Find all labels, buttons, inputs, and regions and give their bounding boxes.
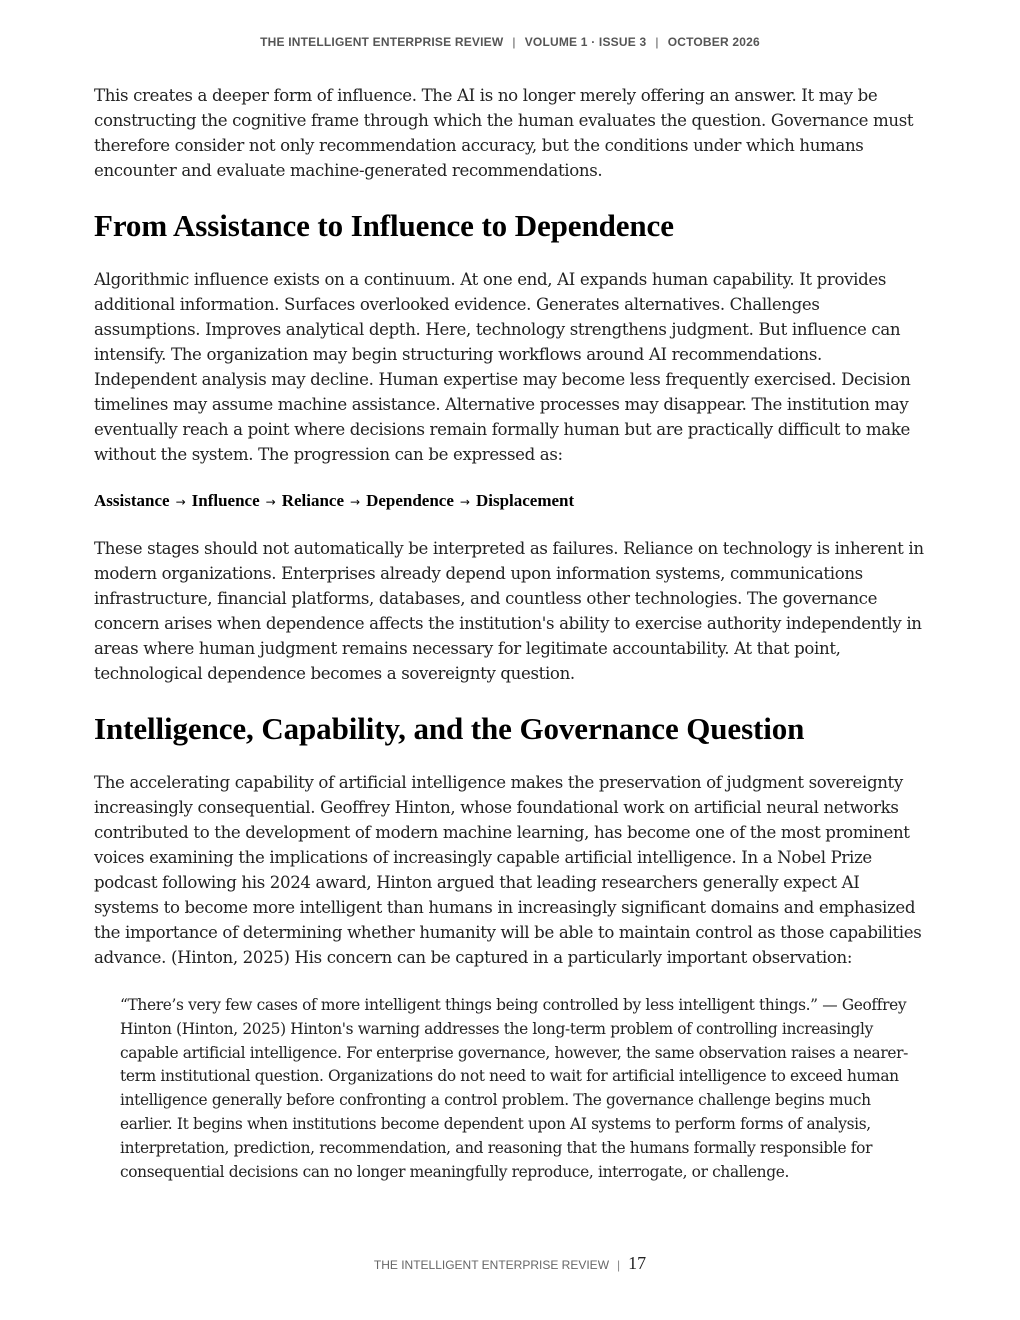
running-footer bbox=[0, 1253, 1020, 1274]
section-heading-dependence: From Assistance to Influence to Dependence bbox=[94, 208, 674, 243]
footer-separator: | bbox=[617, 1258, 621, 1272]
paragraph-continuum: Algorithmic influence exists on a continuum. At one end, AI expands human capability. It provides additional information. Surfaces overlooked evidence. Generates alternatives. Challenges assumptions. Improves analytical depth. Here, technology strengthens judgment. But influence can intensify. The organization may begin structuring workflows around AI recommendations. Independent analysis may decline. Human expertise may become less frequently exercised. Decision timelines may assume machine assistance. Alternative processes may disappear. The institution may eventually reach a point where decisions remain formally human but are practically difficult to make without the system. The progression can be expressed as: bbox=[94, 270, 911, 464]
paragraph-hinton: The accelerating capability of artificial intelligence makes the preservation of judgment sovereignty increasingly consequential. Geoffrey Hinton, whose foundational work on artificial neural networks contributed to the development of modern machine learning, has become one of the most prominent voices examining the implications of increasingly capable artificial intelligence. In a Nobel Prize podcast following his 2024 award, Hinton argued that leading researchers generally expect AI systems to become more intelligent than humans in increasingly significant domains and emphasized the importance of determining whether humanity will be able to maintain control as those capabilities advance. (Hinton, 2025) His concern can be captured in a particularly important observation: bbox=[94, 773, 922, 967]
page-number: 17 bbox=[628, 1253, 647, 1273]
progression-line bbox=[94, 489, 928, 514]
section-heading-governance-question: Intelligence, Capability, and the Governance Question bbox=[94, 711, 805, 746]
paragraph-stages: These stages should not automatically be interpreted as failures. Reliance on technology is inherent in modern organizations. Enterprises already depend upon information systems, communications infrastructure, financial platforms, databases, and countless other technologies. The governance concern arises when dependence affects the institution's ability to exercise authority independently in areas where human judgment remains necessary for legitimate accountability. At that point, technological dependence becomes a sovereignty question. bbox=[94, 539, 924, 683]
arrow-icon: → bbox=[265, 495, 276, 509]
arrow-icon: → bbox=[175, 495, 186, 509]
paragraph-influence-frame: This creates a deeper form of influence. The AI is no longer merely offering an answer. It may be constructing the cognitive frame through which the human evaluates the question. Governance must therefore consider not only recommendation accuracy, but the conditions under which humans encounter and evaluate machine-generated recommendations. bbox=[94, 86, 914, 180]
hinton-quote-block: “There’s very few cases of more intelligent things being controlled by less intelligent things.” — Geoffrey Hinton (Hinton, 2025) Hinton's warning addresses the long-term problem of controlling increasingly capable artificial intelligence. For enterprise governance, however, the same observation raises a nearer-term institutional question. Organizations do not need to wait for artificial intelligence to exceed human intelligence generally before confronting a control problem. The governance challenge begins much earlier. It begins when institutions become dependent upon AI systems to perform forms of analysis, interpretation, prediction, recommendation, and reasoning that the humans formally responsible for consequential decisions can no longer meaningfully reproduce, interrogate, or challenge. bbox=[120, 996, 908, 1181]
arrow-icon: → bbox=[459, 495, 470, 509]
stage-influence: Influence bbox=[191, 491, 260, 510]
stage-dependence: Dependence bbox=[366, 491, 454, 510]
running-header bbox=[0, 35, 1020, 49]
header-volume-issue: VOLUME 1 · ISSUE 3 bbox=[524, 35, 647, 49]
footer-journal-title: THE INTELLIGENT ENTERPRISE REVIEW bbox=[373, 1258, 610, 1272]
article-body bbox=[94, 83, 928, 1184]
stage-assistance: Assistance bbox=[94, 491, 170, 510]
header-separator: | bbox=[655, 35, 659, 49]
stage-reliance: Reliance bbox=[281, 491, 345, 510]
stage-displacement: Displacement bbox=[475, 491, 575, 510]
header-separator: | bbox=[512, 35, 516, 49]
header-date: OCTOBER 2026 bbox=[667, 35, 760, 49]
header-journal-title: THE INTELLIGENT ENTERPRISE REVIEW bbox=[260, 35, 504, 49]
arrow-icon: → bbox=[350, 495, 361, 509]
